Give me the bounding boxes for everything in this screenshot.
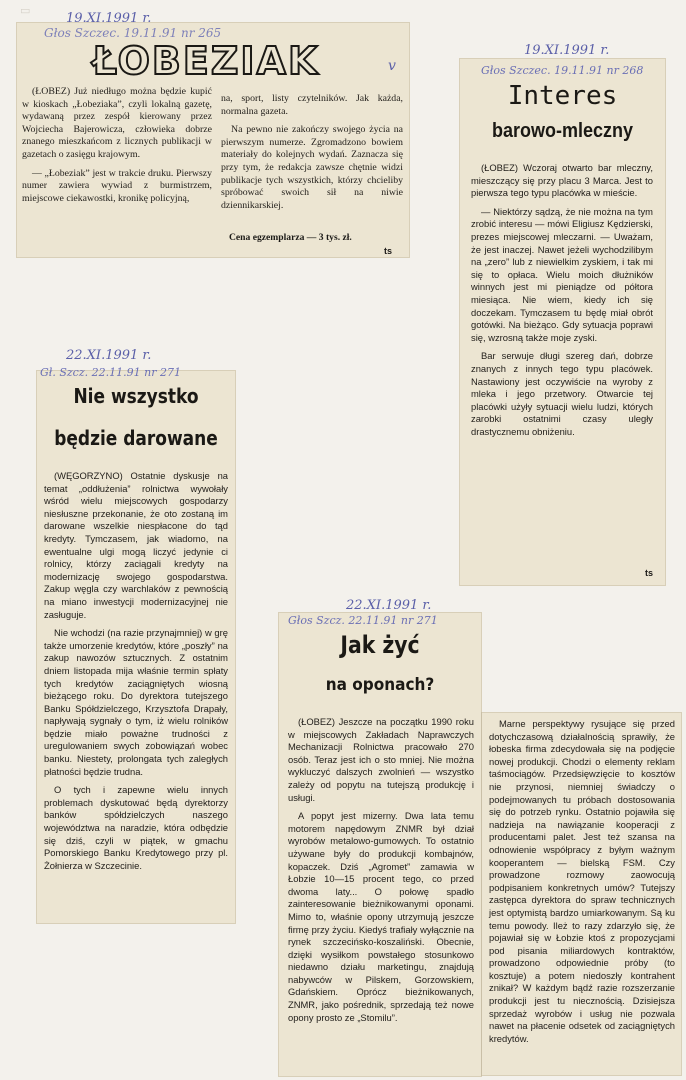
paragraph: Bar serwuje długi szereg dań, dobrze znanych z innych tego typu placówek. Nastawiony jest oczywiście na wyroby z mleka i jego przetwory. Otwarcie tej placówki użyły sytuacji wielu ludzi, których zarobki ostatnimi czasy uległy drastycznemu obniżeniu. (471, 350, 653, 437)
paragraph: Marne perspektywy rysujące się przed dotychczasową działalnością sprawiły, że łobeska firma zdecydowała się na podjęcie nowej produkcji. Chodzi o elementy reklam taśmociągów. Przedsięwzięcie to kosztów nie przynosi, niemniej świadczy o podejmowanych tu próbach dostosowania się do potrzeb rynku. Ostatnio pojawiła się nadzieja na nawiązanie kooperacji z producentami palet. Jest też szansa na odnowienie współpracy z byłym ważnym kooperantem — bielską FSM. Czy prowadzone rozmowy zaowocują podpisaniem konkretnych umów? Tutejszy zastępca dyrektora do spraw technicznych jest optymistą bardzo umiarkowanym. Są ku temu powody. Ileż to razy zdarzyło się, że pojawiał się w Łobzie ktoś z propozycjami pod pisania miliardowych kontraktów, prowadzono odpowiednie próby (to kosztuje) a potem niedoszły kontrahent znikał? W każdym bądź razie rozszerzanie produkcji jest tu niecznością. Dzisiejsza sprzedaż wyrobów i usług nie pozwala nawet na płacenie odsetek od zaciągniętych kredytów. (489, 718, 675, 1044)
handwritten-source: Głos Szcz. 22.11.91 nr 271 (288, 614, 438, 627)
article-column-1 (288, 716, 474, 1074)
article-column-2 (221, 93, 403, 233)
article-body (471, 162, 653, 567)
headline-line-2: na oponach? (325, 675, 435, 695)
paragraph: (ŁOBEZ) Już niedługo można będzie kupić w kioskach „Łobeziaka”, czyli lokalną gazetę, wydawaną przez zespół kierowany przez Wojciecha Bajerowicza, człowieka dobrze znanego mieszkańcom z licznych publikacji w gazetach o zasięgu krajowym. (22, 86, 212, 160)
headline-line-1: Interes (507, 81, 618, 111)
headline: ŁOBEZIAK (92, 39, 320, 83)
headline-line-1: Jak żyć (340, 631, 420, 659)
handwritten-date: 22.XI.1991 r. (346, 598, 432, 613)
handwritten-mark: v (388, 58, 396, 74)
author-signature: ts (645, 568, 654, 578)
paragraph: Nie wchodzi (na razie przynajmniej) w grę także umorzenie kredytów, które „poszły” na zakup nawozów sztucznych. Z ostatnim dniem listopada mija właśnie termin spłaty tych kredytów zaciągniętych wiosną bieżącego roku. Do dyrektora tutejszego Banku Spółdzielczego, Krzysztofa Drapały, napływają sygnały o tym, iż wielu rolników będzie miało poważne trudności z uregulowaniem swych zobowiązań wobec banku. Niestety, prolongata tych zaległych płatności będzie trudna. (44, 627, 228, 777)
headline-line-2: barowo-mleczny (491, 120, 634, 142)
clipping-nie-wszystko-bedzie-darowane (36, 348, 236, 924)
clipping-jak-zyc-na-oponach-part-2 (481, 712, 682, 1076)
article-column-1 (22, 86, 212, 256)
handwritten-date: 22.XI.1991 r. (66, 348, 152, 363)
handwritten-date: 19.XI.1991 r. (66, 11, 152, 26)
author-signature: ts (384, 246, 393, 256)
clipping-jak-zyc-na-oponach-part-1 (278, 598, 482, 1077)
paragraph: — Niektórzy sądzą, że nie można na tym zrobić interesu — mówi Eligiusz Kędzierski, prezes miejscowej mleczarni. — Uważam, że jest inaczej. Nawet jeżeli wychodzilibym na „zero” lub z niewielkim zyskiem, i tak mi się to opłaca. Wielu moich dłużników winnych jest mi pieniądze od półtora miesiąca. Nie wiem, kiedy ich się doczekam. Tymczasem tu będę miał obrót gotówki. Na bieżąco. Gdy sytuacja poprawi się, wzrosną także moje zyski. (471, 205, 653, 343)
paragraph: O tych i zapewne wielu innych problemach dyskutować będą dyrektorzy banków spółdzielczych naszego województwa na naradzie, która odbędzie się dziś, czyli w piątek, w gmachu Pomorskiego Banku Kredytowego przy pl. Żołnierza w Szczecinie. (44, 784, 228, 871)
paragraph: A popyt jest mizerny. Dwa lata temu motorem napędowym ZNMR był dział wyrobów metalowo-gumowych. To ostatnio używane były do produkcji kombajnów, kopaczek. Dziś „Agromet” zamawia w Łobzie 10—15 procent tego, co przed dwoma laty... O połowę spadło zainteresowanie bieżnikowanymi oponami. Mimo to, właśnie opony utrzymują jeszcze firmę przy życiu. Kiedyś trafiały wyłącznie na rynek szczecińsko-koszaliński. Obecnie, dzięki wysiłkom powstałego stosunkowo niedawno działu marketingu, znajdują nabywców w Pilskem, Gorzowskiem, Gdańskiem. Oprócz bieżnikowanych, ZNMR, jako pośrednik, sprzedają też nowe opony prosto ze „Stomilu”. (288, 810, 474, 1023)
paragraph: — „Łobeziak” jest w trakcie druku. Pierwszy numer zawiera wywiad z burmistrzem, miejscowe ciekawostki, kronikę policyjną, (22, 167, 212, 204)
paragraph: Na pewno nie zakończy swojego życia na pierwszym numerze. Zgromadzono bowiem materiały do kolejnych wydań. Zaznacza się przy tym, że redakcja zawsze chętnie widzi publikacje tych wszystkich, którzy chcieliby spróbować swoich sił na niwie dziennikarskiej. (221, 124, 403, 211)
scan-mark: ▭ (20, 4, 31, 17)
handwritten-source: Gł. Szcz. 22.11.91 nr 271 (40, 366, 181, 379)
article-column-2 (489, 718, 675, 1074)
handwritten-source: Głos Szczec. 19.11.91 nr 265 (44, 26, 222, 40)
headline-line-2: będzie darowane (54, 426, 218, 450)
handwritten-date: 19.XI.1991 r. (524, 43, 610, 58)
paragraph: na, sport, listy czytelników. Jak każda, normalna gazeta. (221, 93, 403, 117)
article-body (44, 470, 228, 920)
clipping-interes-barowo-mleczny (459, 43, 666, 586)
paragraph: (ŁOBEZ) Wczoraj otwarto bar mleczny, mieszczący się przy placu 3 Marca. Jest to pierwsza tego typu placówka w mieście. (471, 162, 653, 199)
handwritten-source: Głos Szczec. 19.11.91 nr 268 (481, 64, 644, 77)
fold-line (481, 712, 482, 1076)
paragraph: (ŁOBEZ) Jeszcze na początku 1990 roku w miejscowych Zakładach Naprawczych Mechanizacji Rolnictwa pracowało 270 osób. Teraz jest ich o sto mniej. Nie można wykluczyć dalszych zwolnień — wszystko zależy od popytu na tutejszą produkcję i usługi. (288, 716, 474, 803)
paragraph: (WĘGORZYNO) Ostatnie dyskusje na temat „oddłużenia” rolnictwa wywołały wśród wielu miejscowych gospodarzy niesłuszne przekonanie, że oto zostaną im darowane wszelkie niespłacone do tąd kredyty. Tymczasem, jak wiadomo, na ewentualne ulgi mogą liczyć jedynie ci rolnicy, którzy zaciągali kredyty na modernizację swojego gospodarstwa. Zakup węgla czy warchlaków z pewnością na miano inwestycji modernizacyjnej nie zasługuje. (44, 470, 228, 620)
price-line: Cena egzemplarza — 3 tys. zł. (229, 232, 352, 243)
headline-line-1: Nie wszystko (73, 384, 199, 408)
clipping-lobeziak (16, 11, 410, 258)
